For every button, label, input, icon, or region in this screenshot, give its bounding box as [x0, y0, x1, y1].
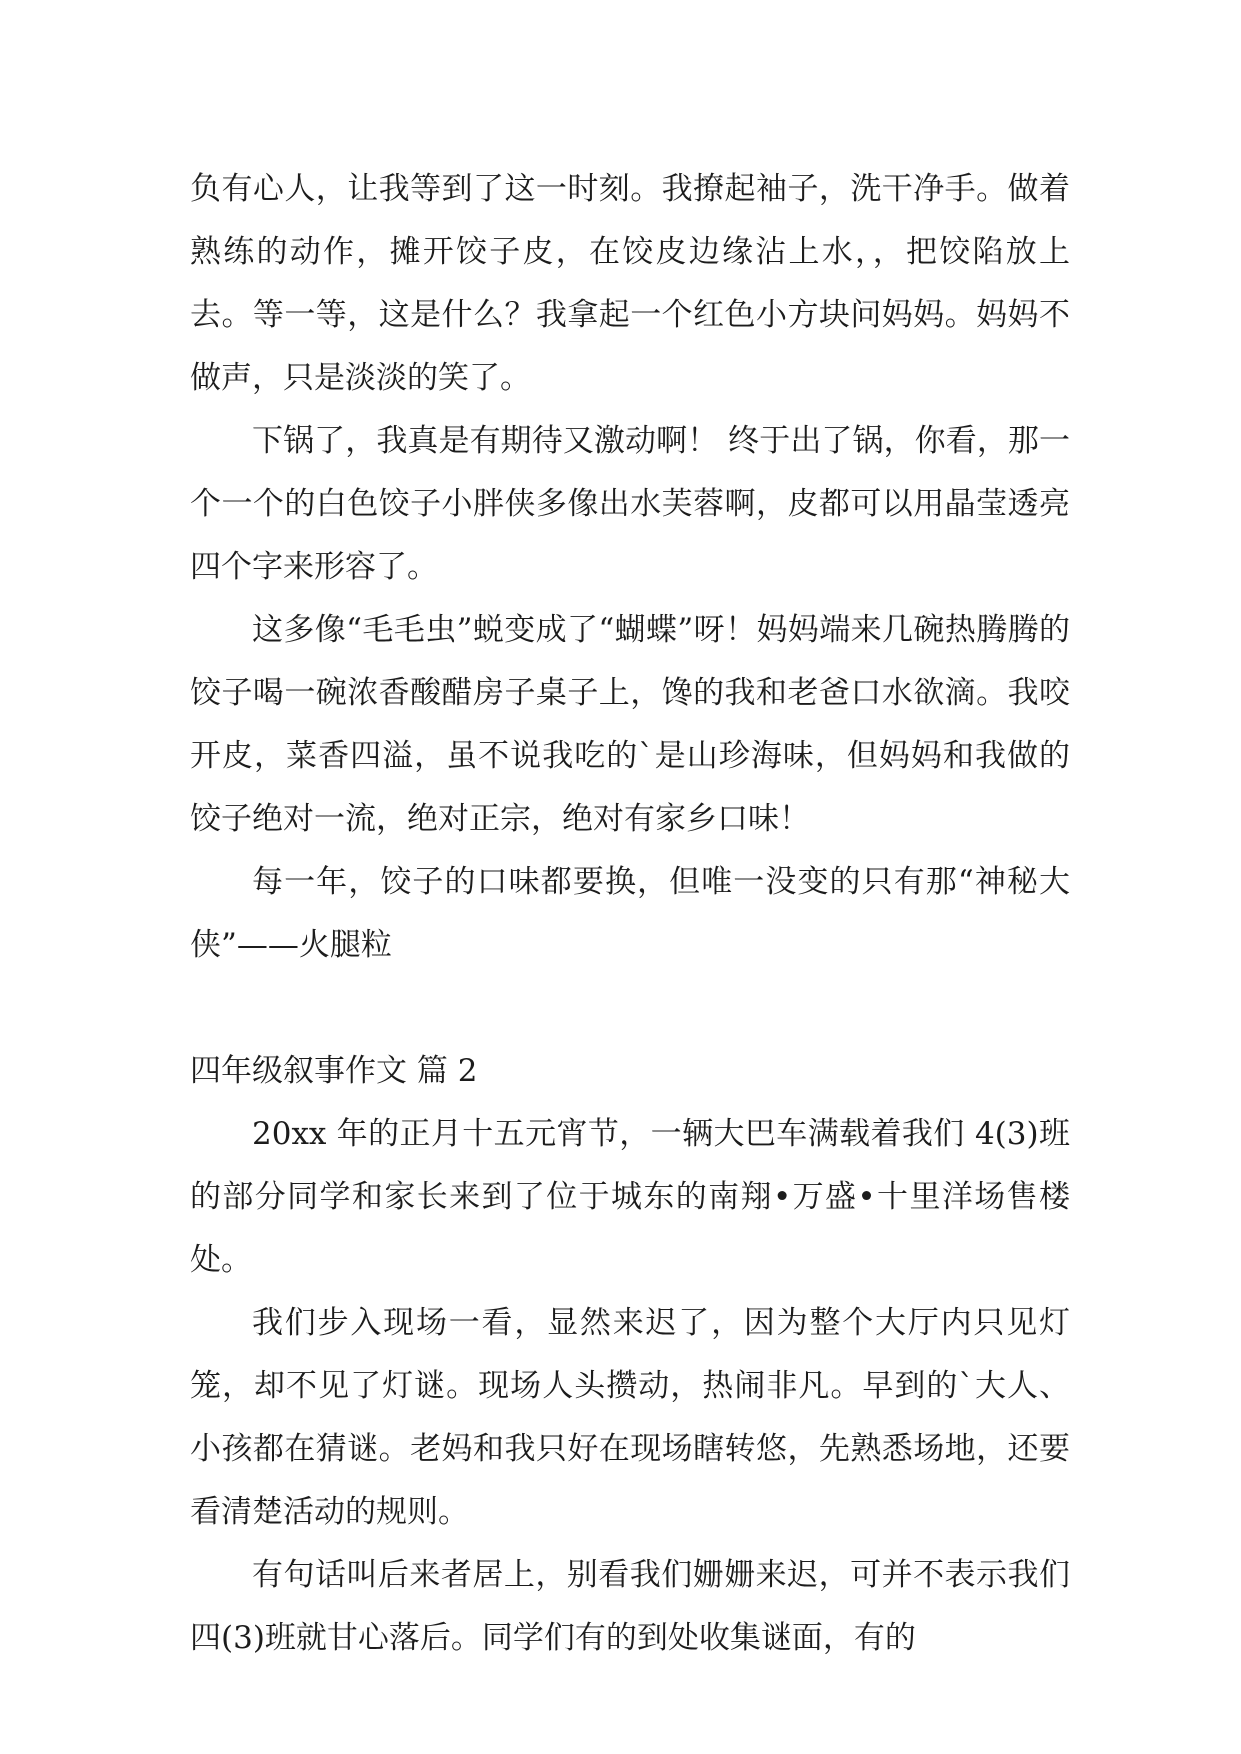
paragraph-continuation: 负有心人，让我等到了这一时刻。我撩起袖子，洗干净手。做着熟练的动作，摊开饺子皮，在饺皮边缘沾上水，，把饺陷放上去。等一等，这是什么？我拿起一个红色小方块问妈妈。妈妈不做声，只是淡淡的笑了。 [190, 171, 1070, 396]
section-heading: 四年级叙事作文 篇 2 [190, 1053, 478, 1089]
paragraph: 每一年，饺子的口味都要换，但唯一没变的只有那“神秘大侠”——火腿粒 [190, 864, 1070, 963]
paragraph: 我们步入现场一看，显然来迟了，因为整个大厅内只见灯笼，却不见了灯谜。现场人头攒动，热闹非凡。早到的`大人、小孩都在猜谜。老妈和我只好在现场瞎转悠，先熟悉场地，还要看清楚活动的规则。 [190, 1305, 1070, 1530]
paragraph: 下锅了，我真是有期待又激动啊！ 终于出了锅，你看，那一个一个的白色饺子小胖侠多像出水芙蓉啊，皮都可以用晶莹透亮四个字来形容了。 [190, 423, 1070, 585]
paragraph: 这多像“毛毛虫”蜕变成了“蝴蝶”呀！妈妈端来几碗热腾腾的饺子喝一碗浓香酸醋房子桌子上，馋的我和老爸口水欲滴。我咬开皮，菜香四溢，虽不说我吃的`是山珍海味，但妈妈和我做的饺子绝对一流，绝对正宗，绝对有家乡口味！ [190, 612, 1070, 837]
paragraph: 20xx 年的正月十五元宵节，一辆大巴车满载着我们 4(3)班的部分同学和家长来到了位于城东的南翔•万盛•十里洋场售楼处。 [190, 1116, 1070, 1278]
paragraph: 有句话叫后来者居上，别看我们姗姗来迟，可并不表示我们四(3)班就甘心落后。同学们有的到处收集谜面，有的 [190, 1557, 1070, 1656]
document-body [190, 158, 1070, 1670]
